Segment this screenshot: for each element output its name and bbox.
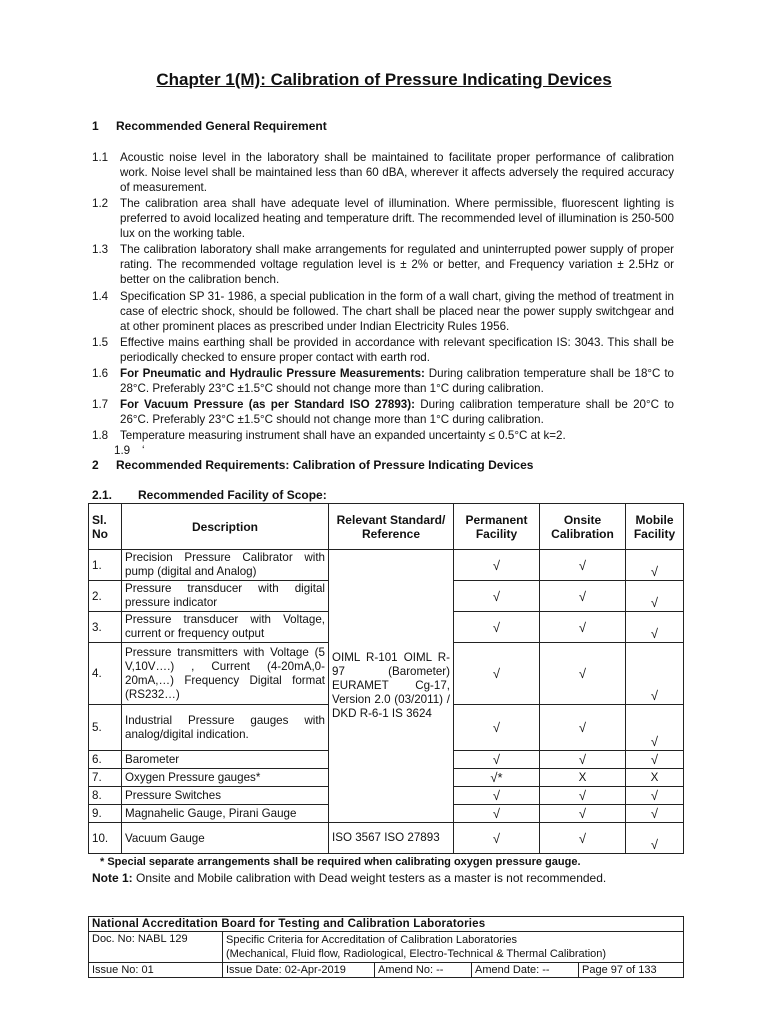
cell-onsite: √ bbox=[540, 581, 626, 612]
cell-onsite: √ bbox=[540, 705, 626, 751]
subsection-title: Recommended Facility of Scope: bbox=[138, 488, 327, 502]
table-footnote: * Special separate arrangements shall be required when calibrating oxygen pressure gauge. bbox=[100, 856, 581, 868]
cell-description: Magnahelic Gauge, Pirani Gauge bbox=[122, 805, 329, 823]
item-text: Effective mains earthing shall be provided in accordance with relevant specification IS: 3043. This shall be periodically checked to ensure proper contact with earth rod. bbox=[120, 336, 674, 364]
item-text: ‘ bbox=[142, 444, 145, 457]
list-item bbox=[92, 428, 674, 443]
cell-sl: 9. bbox=[89, 805, 122, 823]
footer-amend-no: Amend No: -- bbox=[375, 963, 472, 978]
item-number: 1.2 bbox=[92, 197, 109, 210]
footer-org: National Accreditation Board for Testing and Calibration Laboratories bbox=[89, 917, 684, 932]
cell-sl: 1. bbox=[89, 550, 122, 581]
cell-onsite: X bbox=[540, 769, 626, 787]
cell-sl: 3. bbox=[89, 612, 122, 643]
subsection-number: 2.1. bbox=[92, 488, 113, 502]
cell-onsite: √ bbox=[540, 643, 626, 705]
header-onsite: Onsite Calibration bbox=[540, 504, 626, 550]
cell-mobile: √ bbox=[626, 550, 684, 581]
item-number: 1.9 bbox=[114, 444, 131, 457]
table-header-row bbox=[89, 504, 684, 550]
header-permanent: Permanent Facility bbox=[454, 504, 540, 550]
item-text: The calibration area shall have adequate level of illumination. Where permissible, fluorescent lighting is preferred to avoid localized heating and temperature drift. The recommended level of illumination is 250-500 lux on the working table. bbox=[120, 197, 674, 240]
item-number: 1.8 bbox=[92, 429, 109, 442]
list-item bbox=[92, 150, 674, 195]
item-number: 1.5 bbox=[92, 336, 109, 349]
cell-permanent: √ bbox=[454, 550, 540, 581]
cell-description: Pressure transducer with Voltage, current or frequency output bbox=[122, 612, 329, 643]
cell-permanent: √ bbox=[454, 805, 540, 823]
header-mobile: Mobile Facility bbox=[626, 504, 684, 550]
section-title: Recommended General Requirement bbox=[116, 119, 327, 133]
header-sl-no: Sl. No bbox=[89, 504, 122, 550]
note-1 bbox=[92, 871, 606, 885]
list-item bbox=[92, 242, 674, 287]
table-row bbox=[89, 550, 684, 581]
cell-standard-merged: OIML R-101 OIML R-97 (Barometer) EURAMET Cg-17, Version 2.0 (03/2011) / DKD R-6-1 IS 3624 bbox=[329, 550, 454, 823]
item-number: 1.6 bbox=[92, 367, 109, 380]
item-number: 1.3 bbox=[92, 243, 109, 256]
cell-mobile: √ bbox=[626, 581, 684, 612]
item-text: During calibration temperature shall be 20°C to 26°C. Preferably 23°C ±1.5°C should not change more than 1°C during calibration. bbox=[120, 398, 675, 426]
cell-mobile: √ bbox=[626, 612, 684, 643]
cell-sl: 8. bbox=[89, 787, 122, 805]
item-text: During calibration temperature shall be 18°C to 28°C. Preferably 23°C ±1.5°C should not change more than 1°C during calibration. bbox=[120, 367, 674, 395]
cell-sl: 7. bbox=[89, 769, 122, 787]
facility-scope-table bbox=[88, 503, 684, 854]
section-number: 1 bbox=[92, 119, 99, 133]
cell-permanent: √ bbox=[454, 787, 540, 805]
item-bold-lead: For Pneumatic and Hydraulic Pressure Measurements: bbox=[120, 367, 425, 380]
cell-mobile: √ bbox=[626, 705, 684, 751]
cell-permanent: √ bbox=[454, 612, 540, 643]
cell-mobile: √ bbox=[626, 787, 684, 805]
cell-onsite: √ bbox=[540, 751, 626, 769]
cell-description: Vacuum Gauge bbox=[122, 823, 329, 854]
item-number: 1.7 bbox=[92, 398, 109, 411]
cell-description: Industrial Pressure gauges with analog/digital indication. bbox=[122, 705, 329, 751]
list-item bbox=[92, 196, 674, 241]
cell-description: Pressure transducer with digital pressure indicator bbox=[122, 581, 329, 612]
cell-mobile: √ bbox=[626, 643, 684, 705]
cell-description: Oxygen Pressure gauges* bbox=[122, 769, 329, 787]
cell-sl: 2. bbox=[89, 581, 122, 612]
cell-permanent: √ bbox=[454, 643, 540, 705]
cell-onsite: √ bbox=[540, 787, 626, 805]
section-number: 2 bbox=[92, 458, 99, 472]
list-item bbox=[114, 443, 202, 458]
footer-amend-date: Amend Date: -- bbox=[472, 963, 579, 978]
cell-sl: 6. bbox=[89, 751, 122, 769]
page-title: Chapter 1(M): Calibration of Pressure Indicating Devices bbox=[156, 70, 612, 89]
cell-description: Pressure Switches bbox=[122, 787, 329, 805]
item-text: Specification SP 31- 1986, a special publication in the form of a wall chart, giving the method of treatment in case of electric shock, should be followed. The chart shall be placed near the power supply switchgear and at other prominent places as prescribed under Indian Electricity Rules 1956. bbox=[120, 290, 674, 333]
footer-doc-title-cell bbox=[223, 932, 684, 963]
item-bold-lead: For Vacuum Pressure (as per Standard ISO 27893): bbox=[120, 398, 415, 411]
cell-onsite: √ bbox=[540, 805, 626, 823]
cell-mobile: X bbox=[626, 769, 684, 787]
note-label: Note 1: bbox=[92, 871, 133, 885]
cell-standard: ISO 3567 ISO 27893 bbox=[329, 823, 454, 854]
footer-page-number: Page 97 of 133 bbox=[579, 963, 684, 978]
list-item bbox=[92, 366, 674, 396]
document-footer bbox=[88, 916, 684, 978]
cell-mobile: √ bbox=[626, 805, 684, 823]
cell-mobile: √ bbox=[626, 751, 684, 769]
item-number: 1.1 bbox=[92, 151, 109, 164]
cell-permanent: √ bbox=[454, 705, 540, 751]
cell-sl: 4. bbox=[89, 643, 122, 705]
note-text: Onsite and Mobile calibration with Dead weight testers as a master is not recommended. bbox=[132, 871, 607, 885]
header-standard: Relevant Standard/ Reference bbox=[329, 504, 454, 550]
footer-doc-subtitle: (Mechanical, Fluid flow, Radiological, Electro-Technical & Thermal Calibration) bbox=[226, 948, 607, 960]
cell-permanent: √* bbox=[454, 769, 540, 787]
cell-permanent: √ bbox=[454, 581, 540, 612]
cell-onsite: √ bbox=[540, 823, 626, 854]
item-number: 1.4 bbox=[92, 290, 109, 303]
list-item bbox=[92, 289, 674, 334]
cell-sl: 10. bbox=[89, 823, 122, 854]
footer-issue-date: Issue Date: 02-Apr-2019 bbox=[223, 963, 375, 978]
item-text: Temperature measuring instrument shall have an expanded uncertainty ≤ 0.5°C at k=2. bbox=[120, 429, 566, 442]
cell-onsite: √ bbox=[540, 550, 626, 581]
item-text: Acoustic noise level in the laboratory shall be maintained to facilitate proper performance of calibration work. Noise level shall be maintained less than 60 dBA, wherever it affects adversely the required accuracy of measurement. bbox=[120, 151, 674, 194]
footer-doc-title: Specific Criteria for Accreditation of Calibration Laboratories bbox=[226, 934, 518, 946]
cell-description: Barometer bbox=[122, 751, 329, 769]
footer-doc-no: Doc. No: NABL 129 bbox=[89, 932, 223, 963]
footer-issue-no: Issue No: 01 bbox=[89, 963, 223, 978]
item-text: The calibration laboratory shall make arrangements for regulated and uninterrupted power supply of proper rating. The recommended voltage regulation level is ± 2% or better, and Frequency variation ± 2.5Hz or better on the calibration bench. bbox=[120, 243, 674, 286]
cell-description: Precision Pressure Calibrator with pump (digital and Analog) bbox=[122, 550, 329, 581]
header-description: Description bbox=[122, 504, 329, 550]
list-item bbox=[92, 335, 674, 365]
cell-onsite: √ bbox=[540, 612, 626, 643]
cell-mobile: √ bbox=[626, 823, 684, 854]
cell-permanent: √ bbox=[454, 751, 540, 769]
cell-sl: 5. bbox=[89, 705, 122, 751]
section-title: Recommended Requirements: Calibration of Pressure Indicating Devices bbox=[116, 458, 534, 472]
list-item bbox=[92, 397, 675, 427]
table-row bbox=[89, 823, 684, 854]
cell-permanent: √ bbox=[454, 823, 540, 854]
cell-description: Pressure transmitters with Voltage (5 V,10V….) , Current (4-20mA,0-20mA,…) Frequency Digital format (RS232…) bbox=[122, 643, 329, 705]
